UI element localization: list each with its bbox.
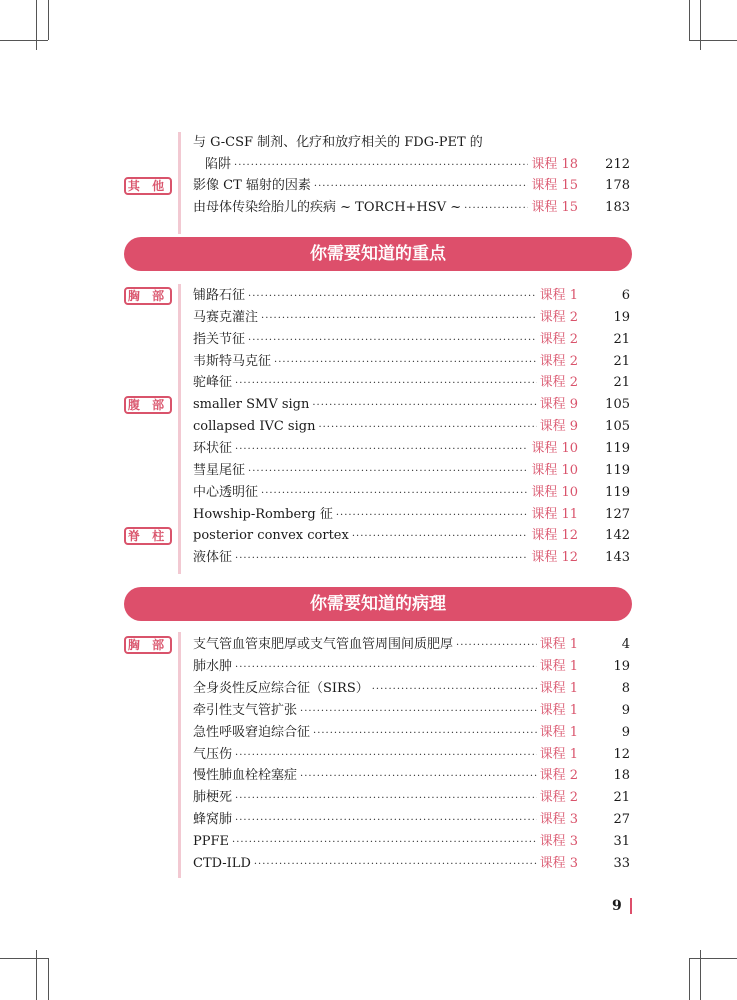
entry-text: 影像 CT 辐射的因素 bbox=[193, 178, 311, 193]
entry-text: 马赛克灌注 bbox=[193, 309, 259, 325]
leader-dots bbox=[248, 287, 537, 307]
entry-lesson: 课程 3 bbox=[539, 812, 578, 828]
toc-entry[interactable] bbox=[193, 657, 630, 677]
toc-entry[interactable] bbox=[193, 505, 630, 525]
crop-mark bbox=[48, 0, 49, 40]
crop-mark bbox=[689, 958, 737, 959]
entry-lesson: 课程 15 bbox=[531, 178, 578, 193]
entry-page: 19 bbox=[613, 658, 630, 674]
toc-entry[interactable] bbox=[193, 395, 630, 415]
category-tag-chest: 胸 部 bbox=[124, 636, 172, 654]
entry-lesson: 课程 2 bbox=[539, 375, 578, 391]
entry-page: 31 bbox=[613, 834, 630, 850]
entry-lesson: 课程 10 bbox=[531, 484, 578, 500]
entry-page: 127 bbox=[605, 506, 630, 522]
leader-dots bbox=[235, 811, 537, 831]
leader-dots bbox=[235, 789, 537, 809]
entry-text: 气压伤 bbox=[193, 746, 233, 762]
leader-dots bbox=[235, 746, 537, 766]
entry-page: 21 bbox=[613, 375, 630, 391]
toc-entry-continued-line[interactable] bbox=[193, 133, 630, 153]
toc-entry[interactable] bbox=[193, 461, 630, 481]
entry-text: 肺水肿 bbox=[193, 658, 233, 674]
leader-dots bbox=[234, 156, 528, 176]
entry-page: 119 bbox=[605, 462, 630, 478]
category-tag-other: 其 他 bbox=[124, 177, 172, 195]
leader-dots bbox=[456, 636, 537, 656]
entry-page: 183 bbox=[605, 200, 630, 215]
entry-text: 肺梗死 bbox=[193, 790, 233, 806]
leader-dots bbox=[235, 374, 537, 394]
leader-dots bbox=[235, 440, 528, 460]
entry-page: 33 bbox=[613, 856, 630, 871]
toc-entry[interactable] bbox=[193, 352, 630, 372]
entry-text: 由母体传染给胎儿的疾病 ~ TORCH+HSV ~ bbox=[193, 200, 462, 215]
entry-page: 19 bbox=[613, 309, 630, 325]
leader-dots bbox=[372, 680, 537, 700]
crop-mark bbox=[36, 0, 37, 50]
entry-page: 21 bbox=[613, 331, 630, 347]
category-tag-chest: 胸 部 bbox=[124, 287, 172, 305]
leader-dots bbox=[336, 506, 528, 526]
toc-entry[interactable] bbox=[193, 286, 630, 306]
entry-page: 18 bbox=[613, 768, 630, 784]
crop-mark bbox=[700, 0, 701, 50]
entry-lesson: 课程 9 bbox=[539, 397, 578, 413]
category-tag-spine: 脊 柱 bbox=[124, 527, 172, 545]
crop-mark bbox=[689, 0, 690, 40]
leader-dots bbox=[261, 309, 537, 329]
entry-lesson: 课程 1 bbox=[539, 724, 578, 740]
entry-lesson: 课程 1 bbox=[539, 702, 578, 718]
entry-page: 8 bbox=[621, 680, 630, 696]
entry-text: 急性呼吸窘迫综合征 bbox=[193, 724, 311, 740]
section-guide-line bbox=[178, 284, 181, 574]
section-guide-line bbox=[178, 632, 181, 878]
entry-page: 21 bbox=[613, 353, 630, 369]
toc-entry[interactable] bbox=[193, 810, 630, 830]
leader-dots bbox=[235, 658, 537, 678]
entry-lesson: 课程 1 bbox=[539, 288, 578, 303]
entry-lesson: 课程 2 bbox=[539, 331, 578, 347]
toc-entry[interactable] bbox=[193, 198, 630, 218]
leader-dots bbox=[312, 396, 536, 416]
entry-text: 牵引性支气管扩张 bbox=[193, 702, 298, 718]
entry-text: 陷阱 bbox=[205, 157, 232, 172]
toc-entry[interactable] bbox=[193, 854, 630, 874]
entry-text: 支气管血管束肥厚或支气管血管周围间质肥厚 bbox=[193, 637, 454, 652]
leader-dots bbox=[300, 767, 537, 787]
entry-lesson: 课程 2 bbox=[539, 353, 578, 369]
toc-entry[interactable] bbox=[193, 635, 630, 655]
entry-lesson: 课程 2 bbox=[539, 768, 578, 784]
entry-text: CTD-ILD bbox=[193, 856, 251, 871]
entry-lesson: 课程 2 bbox=[539, 790, 578, 806]
entry-lesson: 课程 9 bbox=[539, 419, 578, 435]
leader-dots bbox=[274, 353, 537, 373]
leader-dots bbox=[235, 549, 528, 569]
crop-mark bbox=[689, 958, 690, 1000]
leader-dots bbox=[248, 462, 528, 482]
entry-text: 液体征 bbox=[193, 550, 233, 566]
entry-page: 119 bbox=[605, 484, 630, 500]
entry-text: 指关节征 bbox=[193, 331, 246, 347]
toc-entry[interactable] bbox=[193, 832, 630, 852]
entry-lesson: 课程 12 bbox=[531, 550, 578, 566]
page-number-bar bbox=[630, 898, 632, 914]
entry-text: 中心透明征 bbox=[193, 484, 259, 500]
leader-dots bbox=[254, 855, 537, 875]
entry-page: 6 bbox=[621, 288, 630, 303]
leader-dots bbox=[248, 331, 537, 351]
entry-page: 21 bbox=[613, 790, 630, 806]
entry-lesson: 课程 12 bbox=[531, 528, 578, 544]
toc-entry[interactable] bbox=[193, 308, 630, 328]
entry-lesson: 课程 3 bbox=[539, 856, 578, 871]
entry-lesson: 课程 2 bbox=[539, 309, 578, 325]
page-number: 9 bbox=[612, 898, 622, 914]
entry-page: 9 bbox=[621, 702, 630, 718]
leader-dots bbox=[232, 833, 537, 853]
entry-page: 4 bbox=[621, 637, 630, 652]
crop-mark bbox=[48, 958, 49, 1000]
entry-text: Howship-Romberg 征 bbox=[193, 506, 333, 522]
leader-dots bbox=[464, 199, 528, 219]
entry-text: 彗星尾征 bbox=[193, 462, 246, 478]
crop-mark bbox=[700, 950, 701, 1000]
crop-mark bbox=[0, 40, 48, 41]
entry-page: 119 bbox=[605, 440, 630, 456]
leader-dots bbox=[313, 724, 537, 744]
toc-entry[interactable] bbox=[193, 766, 630, 786]
entry-lesson: 课程 10 bbox=[531, 462, 578, 478]
leader-dots bbox=[300, 702, 537, 722]
leader-dots bbox=[318, 418, 536, 438]
toc-entry[interactable] bbox=[193, 745, 630, 765]
entry-text: posterior convex cortex bbox=[193, 528, 349, 544]
crop-mark bbox=[36, 950, 37, 1000]
entry-lesson: 课程 11 bbox=[531, 506, 578, 522]
toc-entry[interactable] bbox=[193, 679, 630, 699]
entry-lesson: 课程 18 bbox=[531, 157, 578, 172]
entry-lesson: 课程 1 bbox=[539, 658, 578, 674]
toc-entry[interactable] bbox=[193, 526, 630, 546]
section-banner-pathology: 你需要知道的病理 bbox=[124, 587, 632, 621]
entry-text: 慢性肺血栓栓塞症 bbox=[193, 768, 298, 784]
toc-entry[interactable] bbox=[193, 330, 630, 350]
section-banner-key-points: 你需要知道的重点 bbox=[124, 237, 632, 271]
toc-entry[interactable] bbox=[193, 373, 630, 393]
entry-lesson: 课程 1 bbox=[539, 746, 578, 762]
leader-dots bbox=[261, 484, 528, 504]
entry-page: 212 bbox=[605, 157, 630, 172]
leader-dots bbox=[314, 177, 528, 197]
entry-page: 178 bbox=[605, 178, 630, 193]
entry-text: 铺路石征 bbox=[193, 288, 246, 303]
toc-entry[interactable] bbox=[193, 417, 630, 437]
section-guide-line bbox=[178, 132, 181, 234]
entry-lesson: 课程 10 bbox=[531, 440, 578, 456]
entry-text: PPFE bbox=[193, 834, 230, 850]
crop-mark bbox=[0, 958, 48, 959]
crop-mark bbox=[689, 40, 737, 41]
toc-entry[interactable] bbox=[205, 155, 630, 175]
category-tag-abdomen: 腹 部 bbox=[124, 396, 172, 414]
entry-lesson: 课程 1 bbox=[539, 637, 578, 652]
toc-entry[interactable] bbox=[193, 723, 630, 743]
toc-entry[interactable] bbox=[193, 483, 630, 503]
entry-text: 与 G-CSF 制剂、化疗和放疗相关的 FDG-PET 的 bbox=[193, 135, 483, 150]
toc-entry[interactable] bbox=[193, 548, 630, 568]
entry-text: smaller SMV sign bbox=[193, 397, 310, 413]
entry-page: 27 bbox=[613, 812, 630, 828]
entry-text: 驼峰征 bbox=[193, 375, 233, 391]
entry-page: 105 bbox=[605, 419, 630, 435]
entry-text: collapsed IVC sign bbox=[193, 419, 316, 435]
toc-entry[interactable] bbox=[193, 701, 630, 721]
leader-dots bbox=[352, 527, 528, 547]
entry-lesson: 课程 3 bbox=[539, 834, 578, 850]
entry-text: 韦斯特马克征 bbox=[193, 353, 272, 369]
toc-entry[interactable] bbox=[193, 176, 630, 196]
entry-text: 蜂窝肺 bbox=[193, 812, 233, 828]
entry-page: 9 bbox=[621, 724, 630, 740]
toc-entry[interactable] bbox=[193, 788, 630, 808]
entry-text: 环状征 bbox=[193, 440, 233, 456]
entry-page: 142 bbox=[605, 528, 630, 544]
entry-lesson: 课程 15 bbox=[531, 200, 578, 215]
entry-page: 105 bbox=[605, 397, 630, 413]
entry-lesson: 课程 1 bbox=[539, 680, 578, 696]
entry-page: 12 bbox=[613, 746, 630, 762]
toc-entry[interactable] bbox=[193, 439, 630, 459]
entry-page: 143 bbox=[605, 550, 630, 566]
entry-text: 全身炎性反应综合征（SIRS） bbox=[193, 680, 369, 696]
